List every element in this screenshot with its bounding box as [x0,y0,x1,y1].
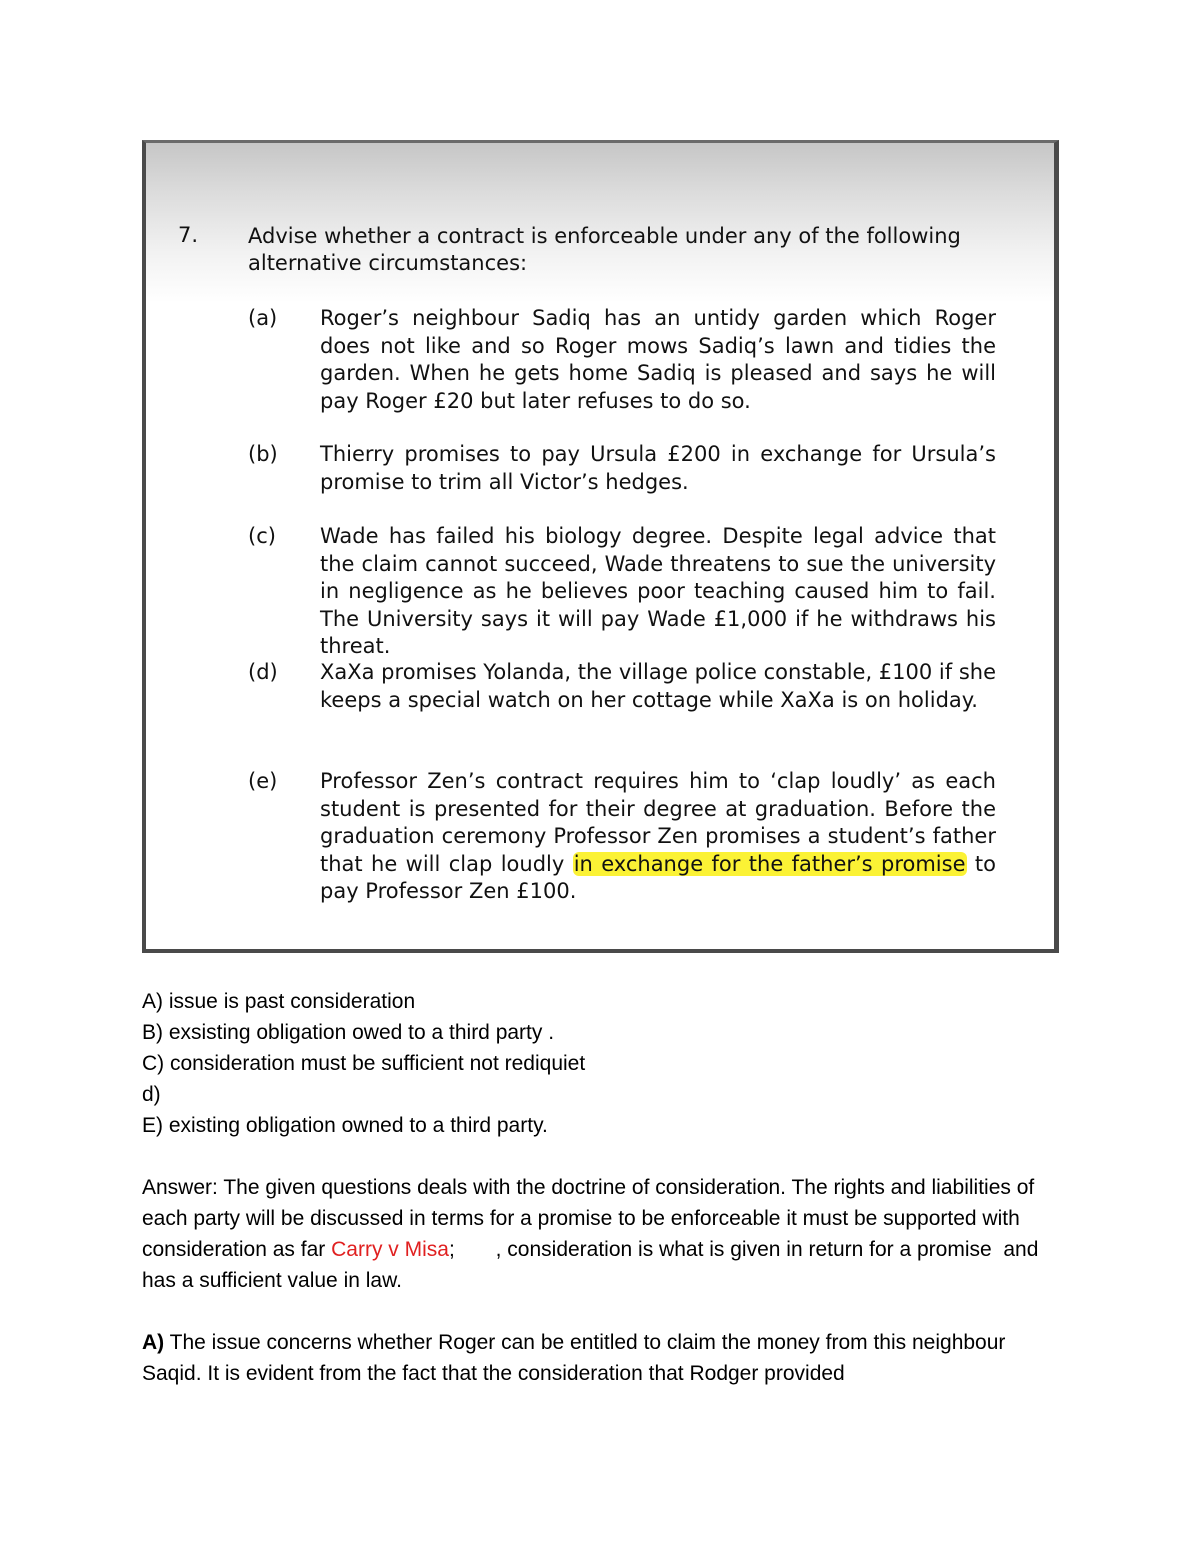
item-text: Roger’s neighbour Sadiq has an untidy garden which Roger does not like and so Roger mows Sadiq’s lawn and tidies the garden. When he gets home Sadiq is pleased and says he will pay Roger £20 but later refuses to do so. [320,306,996,413]
item-text [320,768,996,906]
item-label: (d) [248,660,278,684]
answer-list-item: E) existing obligation owned to a third party. [142,1114,548,1137]
question-prompt: Advise whether a contract is enforceable under any of the following alternative circumstances: [248,224,961,275]
part-a-text: The issue concerns whether Roger can be entitled to claim the money from this neighbour Saqid. It is evident from the fact that the consideration that Rodger provided [142,1331,1006,1385]
item-text-before: Professor Zen’s contract requires him to ‘clap loudly’ as each student is presented for their degree at graduation. Before the graduation ceremony Professor Zen promises a student’s father that he will clap loudly [320,769,996,876]
intro-text-after: ; , consideration is what is given in return for a promise and has a sufficient value in law. [142,1238,1045,1292]
question-number: 7. [178,223,199,247]
answer-list-item: C) consideration must be sufficient not rediquiet [142,1052,586,1075]
answer-part-a-paragraph [142,1327,1062,1389]
case-citation: Carry v Misa [331,1238,449,1261]
intro-text-before: Answer: The given questions deals with the doctrine of consideration. The rights and liabilities of each party will be discussed in terms for a promise to be enforceable it must be supported with consideration as far [142,1176,1035,1261]
answer-intro-paragraph [142,1172,1062,1296]
item-label: (b) [248,442,278,466]
scanned-question-box [142,140,1059,953]
item-text-after: to pay Professor Zen £100. [320,851,996,903]
item-label: (e) [248,769,278,793]
answer-section [142,986,1062,1389]
answer-list-item: B) exsisting obligation owed to a third party . [142,1021,555,1044]
item-text: Thierry promises to pay Ursula £200 in exchange for Ursula’s promise to trim all Victor’s hedges. [320,442,996,494]
item-label: (c) [248,524,276,548]
highlighted-phrase: in exchange for the father’s promise [573,851,966,876]
answer-list-item: d) [142,1083,161,1106]
answer-list-item: A) issue is past consideration [142,990,416,1013]
item-label: (a) [248,306,278,330]
part-a-label: A) [142,1331,165,1354]
item-text: Wade has failed his biology degree. Despite legal advice that the claim cannot succeed, Wade threatens to sue the university in negligence as he believes poor teaching caused him to fail. The University says it will pay Wade £1,000 if he withdraws his threat. [320,524,996,658]
item-text: XaXa promises Yolanda, the village police constable, £100 if she keeps a special watch on her cottage while XaXa is on holiday. [320,660,996,712]
